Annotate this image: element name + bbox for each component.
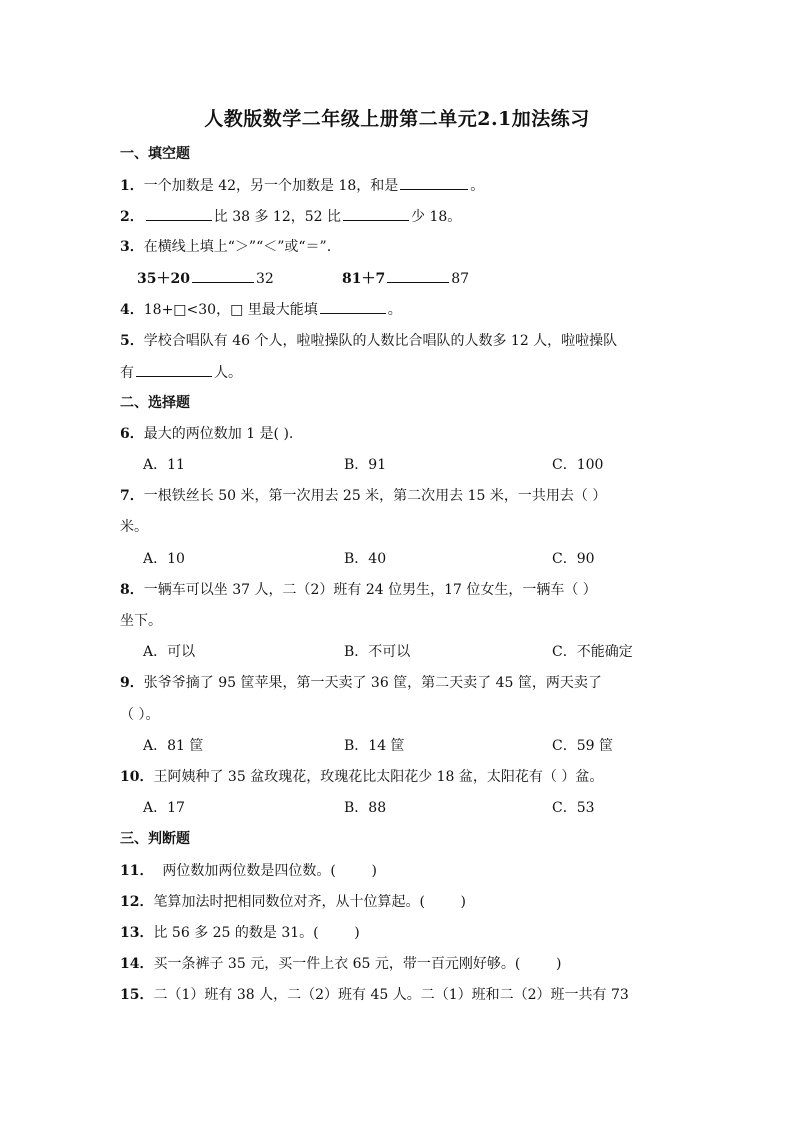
option-c[interactable]: C．90 [552,551,595,567]
answer-blank[interactable] [343,206,409,221]
question-6 [120,424,293,444]
question-number: 8． [120,582,144,598]
section-heading-fill-in: 一、填空题 [120,146,190,162]
page-title: 人教版数学二年级上册第二单元2.1加法练习 [204,108,590,130]
answer-blank[interactable] [136,362,212,377]
compare-value: 87 [451,271,470,287]
expression: 35＋20 [137,271,190,287]
option-a[interactable]: A．81 筐 [143,738,204,754]
answer-blank[interactable] [146,206,212,221]
question-text: 人。 [214,365,242,381]
question-text: 最大的两位数加 1 是( ). [143,426,294,442]
option-b[interactable]: B．14 筐 [344,738,405,754]
answer-blank[interactable] [192,268,254,283]
question-7-line-2: 米。 [120,519,148,535]
question-text: 18+□<30，□ 里最大能填 [143,302,318,318]
question-text: 一辆车可以坐 37 人，二（2）班有 24 位男生，17 位女生，一辆车（ ） [143,582,597,598]
question-3-expression-2 [342,268,469,289]
question-number: 10． [120,769,154,785]
question-number: 6． [120,426,144,442]
question-5-line-2 [120,362,242,383]
question-number: 13． [120,925,154,941]
compare-value: 32 [255,271,274,287]
question-number: 12． [120,894,154,910]
question-9 [120,673,602,693]
question-14 [120,954,561,974]
question-10 [120,767,603,787]
question-text: 比 56 多 25 的数是 31。( ) [153,925,360,941]
question-number: 15． [120,987,154,1003]
question-1 [120,175,484,196]
question-13 [120,923,360,943]
question-8 [120,580,597,600]
option-c[interactable]: C．59 筐 [552,738,613,754]
question-7 [120,486,606,506]
question-text: 学校合唱队有 46 个人，啦啦操队的人数比合唱队的人数多 12 人，啦啦操队 [143,333,618,349]
question-text: 有 [120,365,134,381]
question-3-expression-1 [137,268,274,289]
question-4 [120,299,402,320]
question-number: 11． [120,863,154,879]
question-9-line-2: （ ）。 [120,707,160,723]
option-b[interactable]: B．40 [344,551,387,567]
question-number: 14． [120,956,154,972]
question-number: 3． [120,239,144,255]
option-a[interactable]: A．11 [143,457,185,473]
question-text: 。 [470,178,485,194]
question-number: 9． [120,675,144,691]
question-text: 一根铁丝长 50 米，第一次用去 25 米，第二次用去 15 米，一共用去（ ） [143,488,607,504]
option-b[interactable]: B．91 [344,457,387,473]
expression: 81＋7 [342,271,386,287]
question-text: 张爷爷摘了 95 筐苹果，第一天卖了 36 筐，第二天卖了 45 筐，两天卖了 [143,675,602,691]
question-text: 王阿姨种了 35 盆玫瑰花，玫瑰花比太阳花少 18 盆，太阳花有（ ）盆。 [153,769,604,785]
option-b[interactable]: B．88 [344,800,387,816]
option-a[interactable]: A．可以 [143,644,196,660]
option-c[interactable]: C．53 [552,800,595,816]
question-text: 。 [387,302,402,318]
option-a[interactable]: A．10 [143,551,185,567]
question-number: 1． [120,178,144,194]
question-3 [120,237,331,257]
question-text: 在横线上填上“＞”“＜”或“＝”. [143,239,332,255]
option-c[interactable]: C．100 [552,457,604,473]
option-c[interactable]: C．不能确定 [552,644,633,660]
question-2 [120,206,461,227]
answer-blank[interactable] [400,175,468,190]
option-a[interactable]: A．17 [143,800,185,816]
question-number: 5． [120,333,144,349]
question-text: 少 18。 [411,209,462,225]
question-text: 一个加数是 42，另一个加数是 18，和是 [143,178,399,194]
question-text: 两位数加两位数是四位数。( ) [153,863,377,879]
question-number: 4． [120,302,144,318]
question-text: 二（1）班有 38 人，二（2）班有 45 人。二（1）班和二（2）班一共有 73 [153,987,629,1003]
section-heading-multiple-choice: 二、选择题 [120,395,190,411]
question-12 [120,892,466,912]
section-heading-true-false: 三、判断题 [120,831,190,847]
question-15 [120,985,629,1005]
question-5 [120,331,617,351]
question-11 [120,861,377,881]
question-text: 笔算加法时把相同数位对齐，从十位算起。( ) [153,894,467,910]
question-number: 7． [120,488,144,504]
question-text: 比 38 多 12，52 比 [213,209,341,225]
option-b[interactable]: B．不可以 [344,644,411,660]
question-text: 买一条裤子 35 元，买一件上衣 65 元，带一百元刚好够。( ) [153,956,562,972]
answer-blank[interactable] [387,268,449,283]
answer-blank[interactable] [320,299,386,314]
question-number: 2． [120,209,144,225]
question-8-line-2: 坐下。 [120,613,162,629]
